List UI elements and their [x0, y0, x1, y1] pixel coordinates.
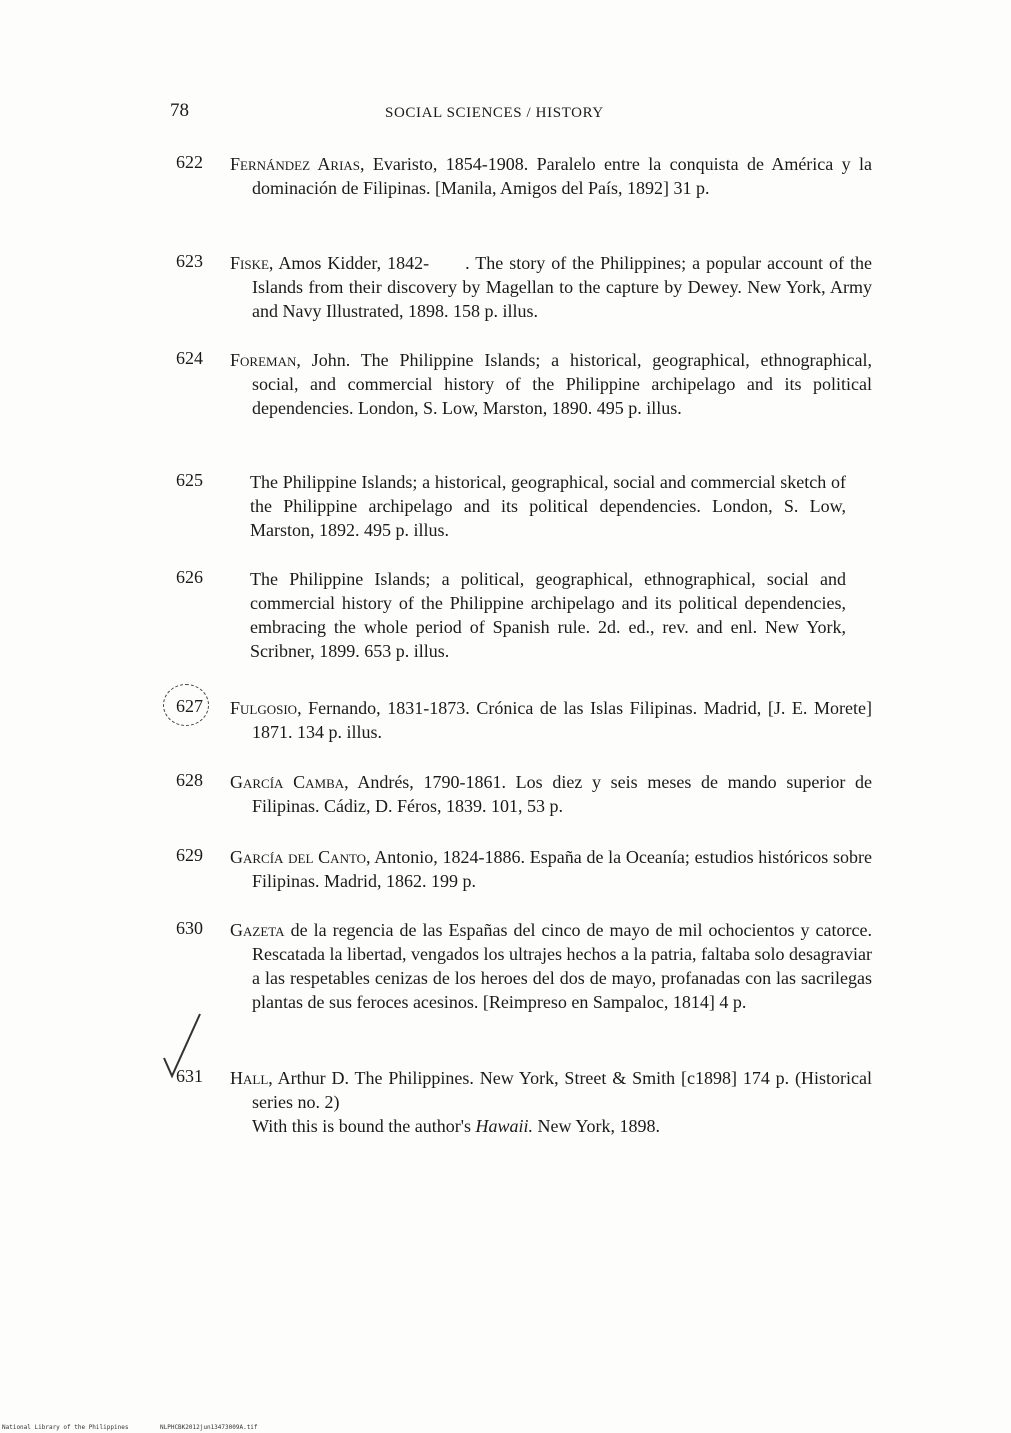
entry-description: The Philippine Islands; a political, geographical, ethnographical, social and commercial history of the Philippine archipelago and its political dependencies, embracing the whole period of Spanish rule. 2d. ed., rev. and enl. New York, Scribner, 1899. 653 p. illus. [250, 569, 846, 661]
entry-number: 630 [176, 918, 203, 938]
entry-author: García Camba, [230, 772, 349, 792]
entry-author: Gazeta [230, 920, 285, 940]
entry-body [230, 348, 872, 420]
entry-note [252, 1114, 872, 1138]
entry-body [230, 251, 872, 323]
entry-number: 625 [176, 470, 203, 490]
entry-body [230, 696, 872, 744]
entry-body [250, 470, 846, 542]
entry-number: 628 [176, 770, 203, 790]
entry-description: The Philippine Islands; a historical, geographical, social and commercial sketch of the Philippine archipelago and its political dependencies. London, S. Low, Marston, 1892. 495 p. illus. [250, 472, 846, 540]
entry-author: Foreman, [230, 350, 301, 370]
footer-file-id: NLPHCBK2012jun13473009A.tif [160, 1424, 258, 1431]
entry-description: Fernando, 1831-1873. Crónica de las Islas Filipinas. Madrid, [J. E. Morete] 1871. 134 p. illus. [252, 698, 872, 742]
entry-body [230, 1066, 872, 1138]
entry-body [230, 152, 872, 200]
page-number: 78 [170, 100, 189, 121]
entry-number: 627 [176, 696, 203, 716]
entry-description: Antonio, 1824-1886. España de la Oceanía; estudios históricos sobre Filipinas. Madrid, 1862. 199 p. [252, 847, 873, 891]
note-title: Hawaii. [475, 1116, 534, 1136]
entry-number: 631 [176, 1066, 203, 1086]
footer-library-stamp: National Library of the Philippines [2, 1424, 129, 1431]
running-head: SOCIAL SCIENCES / HISTORY [385, 105, 604, 121]
entry-body [230, 845, 872, 893]
entry-description: John. The Philippine Islands; a historical, geographical, ethnographical, social, and commercial history of the Philippine archipelago and its political dependencies. London, S. Low, Marston, 1890. 495 p. illus. [252, 350, 872, 418]
entry-body [230, 770, 872, 818]
entry-description: de la regencia de las Españas del cinco de mayo de mil ochocientos y catorce. Rescatada la libertad, vengados los ultrajes hechos a la patria, faltaba solo desagraviar a las respetables cenizas de los heroes del dos de mayo, profanadas con las sacrilegas plantas de sus feroces acesinos. [Reimpreso en Sampaloc, 1814] 4 p. [252, 920, 872, 1012]
entry-body [230, 918, 872, 1014]
entry-description: Andrés, 1790-1861. Los diez y seis meses de mando superior de Filipinas. Cádiz, D. Féros, 1839. 101, 53 p. [252, 772, 872, 816]
note-prefix: With this is bound the author's [252, 1116, 476, 1136]
entry-number: 622 [176, 152, 203, 172]
entry-author: García del Canto, [230, 847, 371, 867]
entry-description: Amos Kidder, 1842- . The story of the Philippines; a popular account of the Islands from their discovery by Magellan to the capture by Dewey. New York, Army and Navy Illustrated, 1898. 158 p. illus. [252, 253, 872, 321]
entry-number: 629 [176, 845, 203, 865]
entry-number: 623 [176, 251, 203, 271]
entry-author: Hall, [230, 1068, 273, 1088]
entry-description: Evaristo, 1854-1908. Paralelo entre la conquista de América y la dominación de Filipinas. [Manila, Amigos del País, 1892] 31 p. [252, 154, 872, 198]
entry-number: 626 [176, 567, 203, 587]
entry-author: Fernández Arias, [230, 154, 365, 174]
entry-body [250, 567, 846, 663]
entry-author: Fulgosio, [230, 698, 302, 718]
note-suffix: New York, 1898. [533, 1116, 661, 1136]
entry-number: 624 [176, 348, 203, 368]
entry-author: Fiske, [230, 253, 274, 273]
entry-description: Arthur D. The Philippines. New York, Street & Smith [c1898] 174 p. (Historical series no. 2) [252, 1068, 872, 1112]
